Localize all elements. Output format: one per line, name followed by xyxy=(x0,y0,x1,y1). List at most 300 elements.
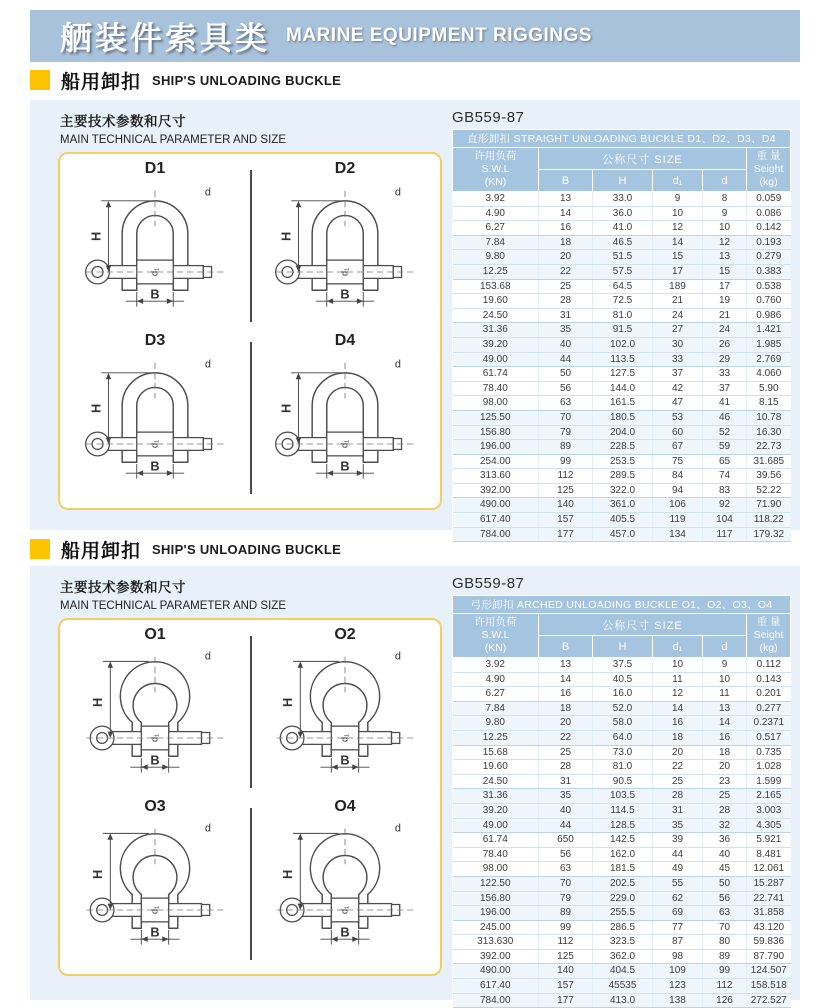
table-row xyxy=(453,672,791,687)
table-cell: 122.50 xyxy=(453,876,539,891)
shackle-diagram xyxy=(262,350,428,496)
table-cell: 24.50 xyxy=(453,308,539,323)
table-cell: 119 xyxy=(653,513,703,528)
table-cell: 28 xyxy=(539,760,593,775)
table-cell: 253.5 xyxy=(593,454,653,469)
swl-header-en: S.W.L xyxy=(481,163,510,175)
table-cell: 0.277 xyxy=(747,701,791,716)
table-cell: 138 xyxy=(653,993,703,1008)
table-cell: 35 xyxy=(539,323,593,338)
table-row xyxy=(453,818,791,833)
table-cell: 25 xyxy=(703,789,747,804)
table-cell: 47 xyxy=(653,396,703,411)
table-cell: 19.60 xyxy=(453,294,539,309)
section-heading xyxy=(30,69,341,91)
svg-text:d: d xyxy=(394,650,401,663)
table-cell: 29 xyxy=(703,352,747,367)
table-row xyxy=(453,425,791,440)
table-cell: 16.0 xyxy=(593,687,653,702)
table-row xyxy=(453,323,791,338)
standard-code: GB559-87 xyxy=(452,109,525,126)
table-cell: 125 xyxy=(539,949,593,964)
table-cell: 64.5 xyxy=(593,279,653,294)
table-cell: 0.201 xyxy=(747,687,791,702)
table-cell: 40 xyxy=(539,803,593,818)
table-cell: 22 xyxy=(539,730,593,745)
table-cell: 28 xyxy=(703,803,747,818)
table-cell: 15 xyxy=(653,250,703,265)
table-cell: 157 xyxy=(539,513,593,528)
table-row xyxy=(453,206,791,221)
table-row xyxy=(453,979,791,994)
table-cell: 177 xyxy=(539,993,593,1008)
weight-header-en: Seight xyxy=(753,163,784,175)
svg-text:d₁: d₁ xyxy=(339,905,350,915)
diagram-label: O2 xyxy=(334,626,356,643)
table-cell: 117 xyxy=(703,527,747,542)
table-cell: 22.741 xyxy=(747,891,791,906)
table-cell: 8.15 xyxy=(747,396,791,411)
table-cell: 50 xyxy=(539,367,593,382)
table-cell: 42 xyxy=(653,381,703,396)
size-col-header-d: d₁ xyxy=(653,636,703,658)
table-cell: 67 xyxy=(653,440,703,455)
table-cell: 73.0 xyxy=(593,745,653,760)
table-cell: 15.68 xyxy=(453,745,539,760)
weight-header-unit: (kg) xyxy=(759,642,778,654)
diagram-cell-D1 xyxy=(60,158,250,330)
spec-table xyxy=(452,595,791,1008)
table-cell: 3.92 xyxy=(453,658,539,673)
table-cell: 10 xyxy=(703,672,747,687)
table-cell: 14 xyxy=(539,206,593,221)
table-cell: 5.90 xyxy=(747,381,791,396)
svg-text:d: d xyxy=(204,358,211,371)
table-cell: 127.5 xyxy=(593,367,653,382)
table-cell: 362.0 xyxy=(593,949,653,964)
spec-table xyxy=(452,129,791,542)
table-cell: 179.32 xyxy=(747,527,791,542)
table-cell: 1.421 xyxy=(747,323,791,338)
table-cell: 12 xyxy=(653,687,703,702)
diagram-cell-O2 xyxy=(250,624,440,796)
size-col-header-B: B xyxy=(539,170,593,192)
table-cell: 83 xyxy=(703,483,747,498)
table-row xyxy=(453,250,791,265)
table-cell: 39.56 xyxy=(747,469,791,484)
table-cell: 2.769 xyxy=(747,352,791,367)
table-cell: 51.5 xyxy=(593,250,653,265)
table-cell: 322.0 xyxy=(593,483,653,498)
table-cell: 40 xyxy=(539,337,593,352)
table-row xyxy=(453,803,791,818)
table-cell: 125.50 xyxy=(453,410,539,425)
table-cell: 196.00 xyxy=(453,440,539,455)
table-cell: 4.305 xyxy=(747,818,791,833)
table-cell: 56 xyxy=(539,847,593,862)
table-cell: 58.0 xyxy=(593,716,653,731)
table-cell: 24 xyxy=(653,308,703,323)
table-cell: 45 xyxy=(703,862,747,877)
table-cell: 35 xyxy=(539,789,593,804)
section-panel xyxy=(30,566,800,1006)
table-cell: 59.836 xyxy=(747,935,791,950)
table-cell: 24.50 xyxy=(453,774,539,789)
table-cell: 313.630 xyxy=(453,935,539,950)
table-row xyxy=(453,774,791,789)
svg-text:d: d xyxy=(394,358,401,371)
table-row xyxy=(453,192,791,207)
table-cell: 19.60 xyxy=(453,760,539,775)
table-cell: 44 xyxy=(539,818,593,833)
swl-column-header xyxy=(453,614,539,658)
table-cell: 31 xyxy=(539,774,593,789)
table-row xyxy=(453,264,791,279)
table-cell: 10.78 xyxy=(747,410,791,425)
table-row xyxy=(453,730,791,745)
weight-header-zh: 重 量 xyxy=(756,150,781,162)
table-row xyxy=(453,410,791,425)
size-header-en: SIZE xyxy=(654,619,683,632)
table-cell: 61.74 xyxy=(453,833,539,848)
table-row xyxy=(453,906,791,921)
table-cell: 7.84 xyxy=(453,701,539,716)
table-cell: 56 xyxy=(539,381,593,396)
table-cell: 89 xyxy=(539,440,593,455)
table-cell: 39 xyxy=(653,833,703,848)
table-row xyxy=(453,760,791,775)
diagram-cell-O3 xyxy=(60,796,250,968)
table-cell: 16 xyxy=(539,221,593,236)
table-cell: 65 xyxy=(703,454,747,469)
table-cell: 39.20 xyxy=(453,803,539,818)
table-cell: 1.599 xyxy=(747,774,791,789)
table-cell: 87.790 xyxy=(747,949,791,964)
table-cell: 37 xyxy=(653,367,703,382)
table-cell: 98.00 xyxy=(453,396,539,411)
table-cell: 61.74 xyxy=(453,367,539,382)
svg-text:d₁: d₁ xyxy=(149,905,160,915)
table-cell: 98.00 xyxy=(453,862,539,877)
size-header-zh: 公称尺寸 xyxy=(602,619,651,632)
table-cell: 144.0 xyxy=(593,381,653,396)
table-cell: 20 xyxy=(653,745,703,760)
table-cell: 15.287 xyxy=(747,876,791,891)
parameter-caption-zh: 主要技术参数和尺寸 xyxy=(60,114,186,129)
table-cell: 6.27 xyxy=(453,221,539,236)
table-cell: 196.00 xyxy=(453,906,539,921)
svg-text:B: B xyxy=(340,752,350,768)
diagram-row xyxy=(60,158,440,330)
diagram-row xyxy=(60,624,440,796)
table-cell: 7.84 xyxy=(453,235,539,250)
svg-text:H: H xyxy=(88,231,104,242)
table-cell: 99 xyxy=(539,454,593,469)
table-cell: 98 xyxy=(653,949,703,964)
table-row xyxy=(453,964,791,979)
table-cell: 18 xyxy=(653,730,703,745)
shackle-diagram xyxy=(262,816,428,962)
shackle-diagram xyxy=(72,816,238,962)
table-cell: 404.5 xyxy=(593,964,653,979)
table-cell: 140 xyxy=(539,498,593,513)
table-cell: 158.518 xyxy=(747,979,791,994)
svg-text:B: B xyxy=(150,752,160,768)
table-cell: 89 xyxy=(539,906,593,921)
table-cell: 30 xyxy=(653,337,703,352)
diagram-row xyxy=(60,796,440,968)
weight-header-zh: 重 量 xyxy=(756,616,781,628)
table-cell: 36 xyxy=(703,833,747,848)
table-cell: 33.0 xyxy=(593,192,653,207)
table-row xyxy=(453,454,791,469)
table-cell: 156.80 xyxy=(453,425,539,440)
section-title-zh: 船用卸扣 xyxy=(61,71,142,93)
shackle-diagram xyxy=(262,178,428,324)
table-cell: 784.00 xyxy=(453,993,539,1008)
table-cell: 0.2371 xyxy=(747,716,791,731)
table-cell: 33 xyxy=(703,367,747,382)
table-cell: 46 xyxy=(703,410,747,425)
table-cell: 19 xyxy=(703,294,747,309)
table-title xyxy=(453,130,791,148)
table-cell: 112 xyxy=(703,979,747,994)
page-title-zh: 舾装件索具类 xyxy=(60,20,271,56)
table-cell: 14 xyxy=(539,672,593,687)
size-group-header xyxy=(539,614,747,636)
diagram-box xyxy=(58,152,442,510)
table-cell: 8.481 xyxy=(747,847,791,862)
svg-text:H: H xyxy=(90,697,106,708)
svg-text:B: B xyxy=(340,458,350,474)
table-cell: 6.27 xyxy=(453,687,539,702)
swl-header-unit: (KN) xyxy=(484,176,507,188)
table-cell: 102.0 xyxy=(593,337,653,352)
table-cell: 106 xyxy=(653,498,703,513)
table-cell: 31.36 xyxy=(453,789,539,804)
table-cell: 124.507 xyxy=(747,964,791,979)
table-cell: 18 xyxy=(539,235,593,250)
table-cell: 99 xyxy=(539,920,593,935)
table-cell: 14 xyxy=(653,235,703,250)
table-cell: 617.40 xyxy=(453,513,539,528)
table-cell: 361.0 xyxy=(593,498,653,513)
swl-header-en: S.W.L xyxy=(481,629,510,641)
svg-text:B: B xyxy=(340,286,350,302)
table-cell: 0.735 xyxy=(747,745,791,760)
table-cell: 114.5 xyxy=(593,803,653,818)
svg-text:H: H xyxy=(90,869,106,880)
table-row xyxy=(453,833,791,848)
table-cell: 63 xyxy=(539,862,593,877)
table-cell: 156.80 xyxy=(453,891,539,906)
shackle-diagram xyxy=(262,644,428,790)
table-cell: 22 xyxy=(653,760,703,775)
table-cell: 15 xyxy=(703,264,747,279)
table-cell: 21 xyxy=(653,294,703,309)
table-cell: 70 xyxy=(539,410,593,425)
table-cell: 18 xyxy=(539,701,593,716)
table-cell: 72.5 xyxy=(593,294,653,309)
table-cell: 46.5 xyxy=(593,235,653,250)
table-cell: 22 xyxy=(539,264,593,279)
table-cell: 0.517 xyxy=(747,730,791,745)
table-cell: 79 xyxy=(539,891,593,906)
size-col-header-H: H xyxy=(593,636,653,658)
diagram-cell-O4 xyxy=(250,796,440,968)
table-cell: 14 xyxy=(653,701,703,716)
table-cell: 84 xyxy=(653,469,703,484)
table-cell: 255.5 xyxy=(593,906,653,921)
table-cell: 229.0 xyxy=(593,891,653,906)
table-cell: 91.5 xyxy=(593,323,653,338)
size-header-en: SIZE xyxy=(654,153,683,166)
table-cell: 16.30 xyxy=(747,425,791,440)
table-cell: 28 xyxy=(653,789,703,804)
table-row xyxy=(453,658,791,673)
svg-text:H: H xyxy=(278,231,294,242)
svg-text:d₁: d₁ xyxy=(339,267,350,277)
table-cell: 44 xyxy=(653,847,703,862)
table-row xyxy=(453,498,791,513)
table-cell: 49.00 xyxy=(453,818,539,833)
diagram-cell-D2 xyxy=(250,158,440,330)
table-cell: 23 xyxy=(703,774,747,789)
table-cell: 92 xyxy=(703,498,747,513)
table-cell: 31 xyxy=(539,308,593,323)
table-cell: 22.73 xyxy=(747,440,791,455)
table-cell: 63 xyxy=(703,906,747,921)
parameter-caption-zh: 主要技术参数和尺寸 xyxy=(60,580,186,595)
table-cell: 4.060 xyxy=(747,367,791,382)
svg-text:d₁: d₁ xyxy=(149,733,160,743)
table-cell: 56 xyxy=(703,891,747,906)
table-cell: 11 xyxy=(653,672,703,687)
table-row xyxy=(453,396,791,411)
table-cell: 4.90 xyxy=(453,206,539,221)
section-title-zh: 船用卸扣 xyxy=(61,540,142,562)
diagram-label: D3 xyxy=(144,332,166,349)
table-cell: 59 xyxy=(703,440,747,455)
table-row xyxy=(453,483,791,498)
table-row xyxy=(453,308,791,323)
table-cell: 245.00 xyxy=(453,920,539,935)
table-row xyxy=(453,876,791,891)
page-title-en: MARINE EQUIPMENT RIGGINGS xyxy=(286,25,592,46)
table-row xyxy=(453,469,791,484)
svg-text:d: d xyxy=(394,186,401,199)
svg-text:d: d xyxy=(204,650,211,663)
svg-text:d: d xyxy=(204,822,211,835)
table-cell: 13 xyxy=(539,192,593,207)
table-cell: 126 xyxy=(703,993,747,1008)
table-cell: 204.0 xyxy=(593,425,653,440)
table-cell: 25 xyxy=(539,279,593,294)
weight-column-header xyxy=(747,148,791,192)
table-cell: 89 xyxy=(703,949,747,964)
svg-text:B: B xyxy=(340,924,350,940)
table-cell: 9.80 xyxy=(453,716,539,731)
table-cell: 254.00 xyxy=(453,454,539,469)
table-title xyxy=(453,596,791,614)
parameter-caption-en: MAIN TECHNICAL PARAMETER AND SIZE xyxy=(60,134,286,146)
table-cell: 1.028 xyxy=(747,760,791,775)
diagram-label: O4 xyxy=(334,798,356,815)
table-cell: 70 xyxy=(703,920,747,935)
parameter-caption xyxy=(60,576,286,612)
table-cell: 313.60 xyxy=(453,469,539,484)
table-cell: 39.20 xyxy=(453,337,539,352)
table-cell: 0.383 xyxy=(747,264,791,279)
table-cell: 134 xyxy=(653,527,703,542)
table-cell: 25 xyxy=(539,745,593,760)
table-cell: 33 xyxy=(653,352,703,367)
svg-text:d₁: d₁ xyxy=(339,439,350,449)
table-cell: 43.120 xyxy=(747,920,791,935)
table-cell: 128.5 xyxy=(593,818,653,833)
svg-text:d₁: d₁ xyxy=(339,733,350,743)
table-cell: 37 xyxy=(703,381,747,396)
table-cell: 0.086 xyxy=(747,206,791,221)
diagram-label: D2 xyxy=(334,160,356,177)
swl-header-zh: 许用负荷 xyxy=(474,150,517,162)
svg-text:H: H xyxy=(88,403,104,414)
shackle-diagram xyxy=(72,644,238,790)
table-cell: 228.5 xyxy=(593,440,653,455)
svg-text:B: B xyxy=(150,286,160,302)
table-cell: 140 xyxy=(539,964,593,979)
table-cell: 405.5 xyxy=(593,513,653,528)
table-cell: 3.92 xyxy=(453,192,539,207)
svg-text:H: H xyxy=(280,697,296,708)
table-cell: 0.760 xyxy=(747,294,791,309)
table-row xyxy=(453,513,791,528)
table-cell: 157 xyxy=(539,979,593,994)
table-cell: 20 xyxy=(703,760,747,775)
section-heading xyxy=(30,538,341,560)
table-row xyxy=(453,920,791,935)
table-cell: 289.5 xyxy=(593,469,653,484)
table-cell: 49 xyxy=(653,862,703,877)
table-cell: 27 xyxy=(653,323,703,338)
table-cell: 490.00 xyxy=(453,498,539,513)
table-cell: 112 xyxy=(539,935,593,950)
table-cell: 10 xyxy=(703,221,747,236)
table-cell: 9 xyxy=(653,192,703,207)
svg-text:d: d xyxy=(394,822,401,835)
table-cell: 392.00 xyxy=(453,483,539,498)
table-cell: 0.279 xyxy=(747,250,791,265)
table-cell: 104 xyxy=(703,513,747,528)
table-cell: 12 xyxy=(653,221,703,236)
table-title-en: STRAIGHT UNLOADING BUCKLE D1、D2、D3、D4 xyxy=(513,133,776,145)
table-cell: 142.5 xyxy=(593,833,653,848)
weight-column-header xyxy=(747,614,791,658)
size-col-header-d: d xyxy=(703,170,747,192)
table-cell: 16 xyxy=(653,716,703,731)
table-cell: 177 xyxy=(539,527,593,542)
table-cell: 0.143 xyxy=(747,672,791,687)
table-cell: 16 xyxy=(703,730,747,745)
table-cell: 0.142 xyxy=(747,221,791,236)
table-cell: 45535 xyxy=(593,979,653,994)
table-cell: 31 xyxy=(653,803,703,818)
table-row xyxy=(453,949,791,964)
table-cell: 123 xyxy=(653,979,703,994)
svg-text:H: H xyxy=(278,403,294,414)
table-cell: 12 xyxy=(703,235,747,250)
table-cell: 52.0 xyxy=(593,701,653,716)
